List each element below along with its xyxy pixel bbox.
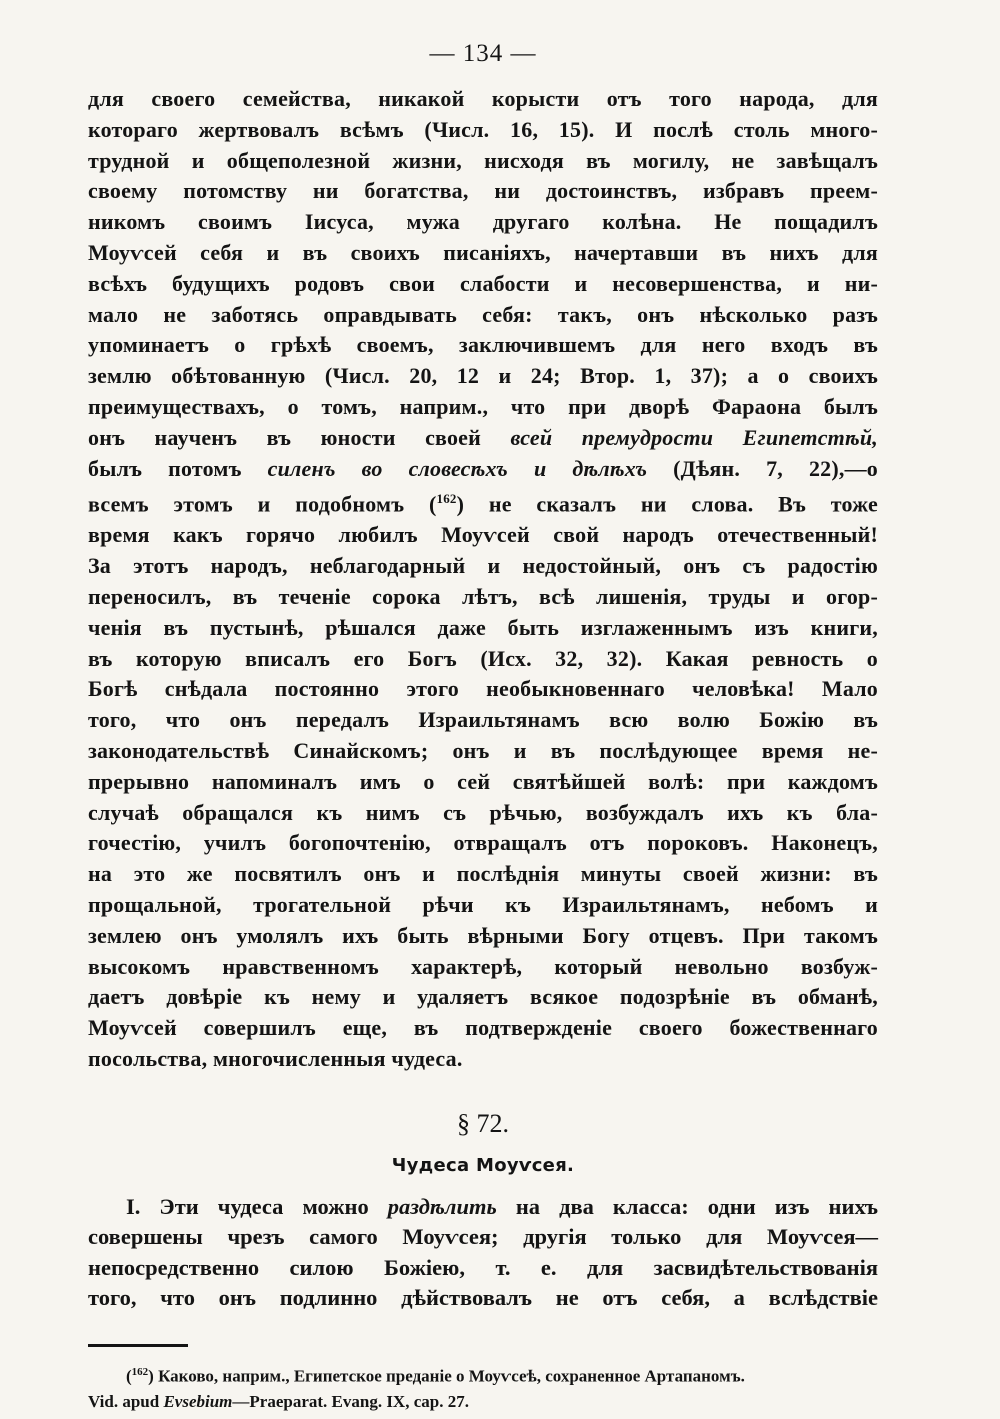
page-number: — 134 — <box>429 40 537 67</box>
text-line: въ которую вписалъ его Богъ (Исх. 32, 32). Какая ревность о <box>88 645 878 671</box>
text-line: Моуѵсей совершилъ еще, въ подтвержденіе своего божественнаго <box>88 1015 878 1041</box>
text-line: случаѣ обращался къ нимъ съ рѣчью, возбуждалъ ихъ къ бла- <box>88 799 878 825</box>
text-line: никомъ своимъ Іисуса, мужа другаго колѣна. Не пощадилъ <box>88 209 878 235</box>
italic-author: Evsebium <box>163 1392 233 1412</box>
text-line: время какъ горячо любилъ Моуѵсей свой народъ отечественный! <box>88 522 878 548</box>
footnote-reference[interactable]: 162 <box>436 491 457 507</box>
section-paragraph-first-line <box>88 1192 878 1223</box>
text-line: землею онъ умолялъ ихъ быть вѣрными Богу отцевъ. При такомъ <box>88 922 878 948</box>
paragraph-lines-block-1 <box>88 84 878 423</box>
text-line: прерывно напоминалъ имъ о сей святѣйшей волѣ: при каждомъ <box>88 768 878 794</box>
text-line: Богѣ снѣдала постоянно этого необыкновеннаго человѣка! Мало <box>88 676 878 702</box>
text-span: всемъ этомъ и подобномъ ( <box>88 491 437 517</box>
text-span: —Praeparat. Evang. IX, cap. 27. <box>232 1392 469 1412</box>
text-span: ) Каково, наприм., Египетское преданіе о Моуѵсеѣ, сохраненное Артапаномъ. <box>148 1366 745 1386</box>
italic-quote: силенъ во словесѣхъ и дѣлѣхъ <box>267 455 648 481</box>
text-line: того, что онъ подлинно дѣйствовалъ не отъ себя, а вслѣдствіе <box>88 1285 878 1311</box>
footnote-line-2 <box>88 1389 878 1415</box>
text-line: землю обѣтованную (Числ. 20, 12 и 24; Втор. 1, 37); а о своихъ <box>88 363 878 389</box>
text-line: прощальной, трогательной рѣчи къ Израильтянамъ, небомъ и <box>88 892 878 918</box>
text-line-italic-2 <box>88 454 878 485</box>
text-line: Моуѵсей себя и въ своихъ писаніяхъ, начертавши въ нихъ для <box>88 239 878 265</box>
text-line: трудной и общеполезной жизни, нисходя въ могилу, не завѣщалъ <box>88 147 878 173</box>
paragraph-last-line: посольства, многочисленныя чудеса. <box>88 1046 463 1072</box>
footnote-number: 162 <box>131 1365 149 1378</box>
text-line: гочестію, училъ богопочтенію, отвращалъ отъ пороковъ. Наконецъ, <box>88 830 878 856</box>
text-span: на два класса: одни изъ нихъ <box>496 1193 878 1219</box>
text-span: ) не сказалъ ни слова. Въ тоже <box>456 491 878 517</box>
section-paragraph <box>88 1192 878 1314</box>
section-number: § 72. <box>457 1108 509 1138</box>
paragraph-lines-block-2 <box>88 520 878 1044</box>
footnote <box>88 1359 878 1416</box>
text-line: упоминаетъ о грѣхѣ своемъ, заключившемъ для него входъ въ <box>88 332 878 358</box>
main-paragraph <box>88 84 878 1075</box>
text-line: котораго жертвовалъ всѣмъ (Числ. 16, 15). И послѣ столь много- <box>88 116 878 142</box>
text-line: всѣхъ будущихъ родовъ свои слабости и несовершенства, и ни- <box>88 270 878 296</box>
text-span: былъ потомъ <box>88 455 268 481</box>
footnote-line-1: ($^{162}$) Каково, наприм., Египетское преданіе о Моуѵсеѣ, сохраненное Артапаномъ. <box>126 1365 745 1386</box>
text-span: I. Эти чудеса можно <box>126 1193 388 1219</box>
text-line: высокомъ нравственномъ характерѣ, который невольно возбуж- <box>88 953 878 979</box>
text-line: законодательствѣ Синайскомъ; онъ и въ послѣдующее время не- <box>88 738 878 764</box>
text-span: (Дѣян. 7, 22),—о <box>647 455 878 481</box>
text-line: За этотъ народъ, неблагодарный и недостойный, онъ съ радостію <box>88 553 878 579</box>
text-line: даетъ довѣріе къ нему и удаляетъ всякое подозрѣніе въ обманѣ, <box>88 984 878 1010</box>
footnote-divider <box>88 1344 188 1347</box>
text-line: преимуществахъ, о томъ, наприм., что при дворѣ Фараона былъ <box>88 393 878 419</box>
text-line-footnote-ref <box>88 484 878 520</box>
section-title: Чудеса Моуѵсея. <box>391 1154 575 1176</box>
text-line: на это же посвятилъ онъ и послѣднія минуты своей жизни: въ <box>88 861 878 887</box>
text-span: Vid. apud <box>88 1392 164 1412</box>
text-line: для своего семейства, никакой корысти отъ того народа, для <box>88 86 878 111</box>
text-line: того, что онъ передалъ Израильтянамъ всю волю Божію въ <box>88 707 878 733</box>
text-line: непосредственно силою Божіею, т. е. для засвидѣтельствованія <box>88 1254 878 1280</box>
text-span: онъ наученъ въ юности своей <box>88 424 511 450</box>
section-paragraph-lines <box>88 1222 878 1314</box>
text-line: переносилъ, въ теченіе сорока лѣтъ, всѣ лишенія, труды и огор- <box>88 584 878 610</box>
text-line: мало не заботясь оправдывать себя: такъ, онъ нѣсколько разъ <box>88 301 878 327</box>
text-line: ченія въ пустынѣ, рѣшался даже быть изглаженнымъ изъ книги, <box>88 614 878 640</box>
text-line-italic-1 <box>88 423 878 454</box>
book-page <box>88 40 878 1415</box>
text-line: своему потомству ни богатства, ни достоинствъ, избравъ преем- <box>88 178 878 204</box>
text-line: совершены чрезъ самого Моуѵсея; другія только для Моуѵсея— <box>88 1224 878 1250</box>
italic-word: раздѣлить <box>387 1193 497 1219</box>
italic-quote: всей премудрости Египетстѣй, <box>510 424 878 450</box>
